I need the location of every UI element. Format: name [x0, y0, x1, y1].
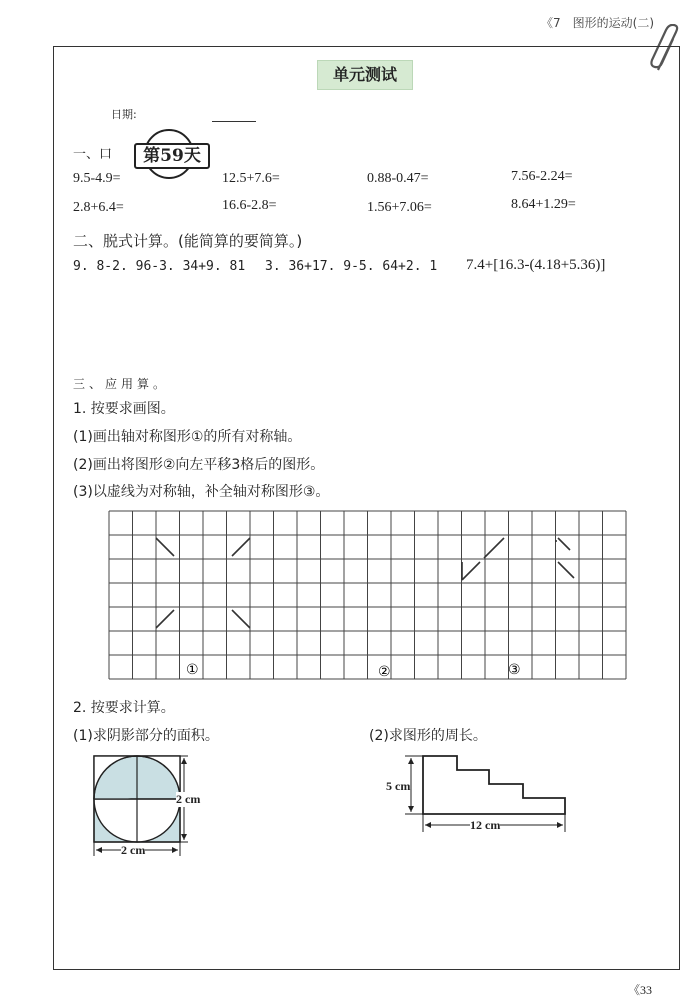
fig1-width-label: 2 cm	[121, 843, 146, 857]
drawing-grid[interactable]	[108, 510, 628, 682]
grid-label-1: ①	[186, 662, 199, 678]
oral-calc-r1c2: 12.5+7.6=	[222, 171, 280, 186]
shaded-area-figure	[88, 752, 228, 862]
q1-title: 1. 按要求画图。	[73, 401, 175, 417]
oral-calc-r1c1: 9.5-4.9=	[73, 171, 121, 186]
oral-calc-r2c4: 8.64+1.29=	[511, 197, 576, 212]
grid-label-3: ③	[508, 662, 521, 678]
figure-3	[556, 538, 574, 578]
unit-test-title: 单元测试	[317, 60, 413, 90]
date-blank[interactable]	[212, 121, 256, 122]
grid-label-2: ②	[378, 664, 391, 680]
fig2-width-label: 12 cm	[470, 818, 501, 832]
stepwise-problem-2: 3. 36+17. 9-5. 64+2. 1	[265, 259, 438, 274]
section3-heading: 三、应用算。	[73, 377, 170, 391]
q1-item-2: (2)画出将图形②向左平移3格后的图形。	[73, 457, 325, 473]
date-label: 日期:	[111, 108, 137, 121]
q1-item-3: (3)以虚线为对称轴，补全轴对称图形③。	[73, 484, 330, 500]
q1-item-1: (1)画出轴对称图形①的所有对称轴。	[73, 429, 302, 445]
oral-calc-r1c3: 0.88-0.47=	[367, 171, 429, 186]
oral-calc-r2c2: 16.6-2.8=	[222, 198, 277, 213]
section2-heading: 二、脱式计算。(能简算的要简算。)	[73, 232, 303, 250]
q2-title: 2. 按要求计算。	[73, 700, 175, 716]
section1-heading: 一、口	[73, 147, 113, 162]
chapter-header: 《7 图形的运动(二)	[541, 16, 654, 30]
day-badge: 第59天	[134, 143, 210, 169]
oral-calc-r2c1: 2.8+6.4=	[73, 200, 124, 215]
page-number: 《33	[628, 983, 653, 997]
stepwise-problem-3: 7.4+[16.3-(4.18+5.36)]	[466, 257, 606, 273]
q2-sub1: (1)求阴影部分的面积。	[73, 728, 219, 744]
fig1-height-label: 2 cm	[176, 792, 201, 806]
stepwise-problem-1: 9. 8-2. 96-3. 34+9. 81	[73, 259, 246, 274]
q2-sub2: (2)求图形的周长。	[369, 728, 487, 744]
oral-calc-r1c4: 7.56-2.24=	[511, 169, 573, 184]
fig2-height-label: 5 cm	[386, 779, 411, 793]
oral-calc-r2c3: 1.56+7.06=	[367, 200, 432, 215]
